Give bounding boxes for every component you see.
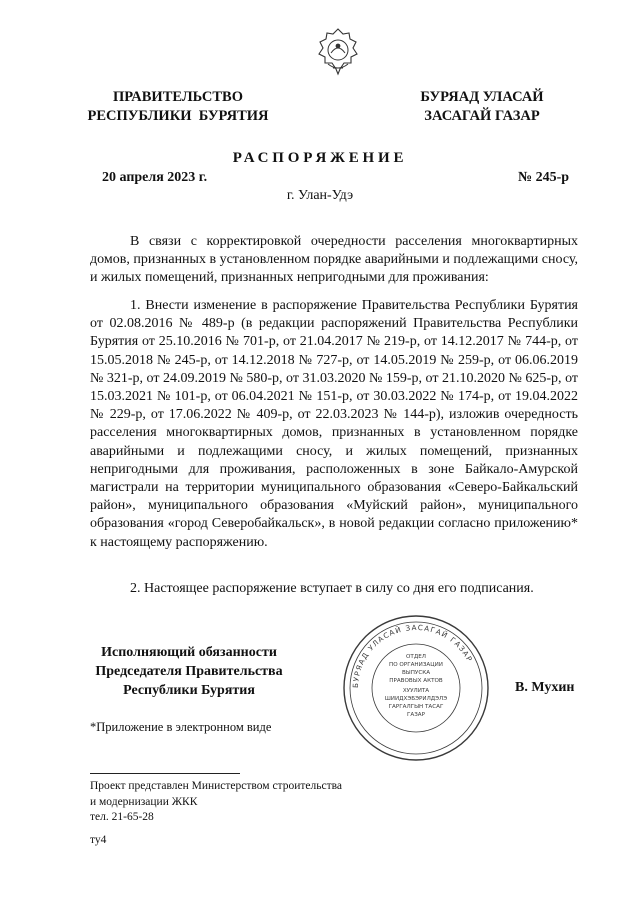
signatory-name: В. Мухин [515, 680, 575, 695]
signatory-line3: Республики Бурятия [123, 683, 255, 698]
header-right-line1: БУРЯАД УЛАСАЙ [420, 89, 544, 105]
official-stamp [340, 612, 492, 764]
stamp-line5: ХУУЛИТА [402, 688, 430, 694]
stamp-line4: ПРАВОВЫХ АКТОВ [389, 678, 443, 684]
stamp-line2: ПО ОРГАНИЗАЦИИ [389, 662, 443, 668]
signatory-line1: Исполняющий обязанности [101, 645, 277, 660]
government-header-russian [78, 88, 278, 126]
item-1-paragraph: 1. Внести изменение в распоряжение Правительства Республики Бурятия от 02.08.2016 № 489-р (в редакции распоряжений Правительства Республики Бурятия от 25.10.2016 № 701-р, от 21.04.2017 № 219-р, от 14.12.2017 № 744-р, от 15.05.2018 № 245-р, от 14.12.2018 № 727-р, от 14.05.2019 № 259-р, от 06.06.2019 № 321-р, от 24.09.2019 № 580-р, от 31.03.2020 № 159-р, от 21.10.2020 № 625-р, от 15.03.2021 № 101-р, от 06.04.2021 № 151-р, от 30.03.2022 № 174-р, от 19.04.2022 № 229-р, от 17.06.2022 № 409-р, от 22.03.2023 № 144-р), изложив очередность расселения многоквартирных домов, признанных в установленном порядке аварийными и подлежащими сносу, и жилых помещений, признанных непригодными для проживания, расположенных в зоне Байкало-Амурской магистрали на территории муниципального образования «Северо-Байкальский район», муниципального образования «Муйский район», муниципального образования «город Северобайкальск», в новой редакции согласно приложению* к настоящему распоряжению. [90, 298, 578, 550]
item-2-paragraph: 2. Настоящее распоряжение вступает в силу со дня его подписания. [130, 581, 534, 596]
stamp-line3: ВЫПУСКА [401, 670, 431, 676]
government-header-buryat [388, 88, 576, 126]
document-city: г. Улан-Удэ [286, 188, 354, 203]
signatory-line2: Председателя Правительства [95, 664, 283, 679]
header-left-line2: РЕСПУБЛИКИ БУРЯТИЯ [87, 108, 269, 124]
footer-line1: Проект представлен Министерством строительства [90, 780, 343, 792]
preamble-paragraph: В связи с корректировкой очередности расселения многоквартирных домов, признанных в установленном порядке аварийными и подлежащими сносу, и жилых помещений, признанных непригодными для проживания: [90, 234, 578, 286]
stamp-line6: ШИИДХЭБЭРИЛДЭЛЭ [384, 696, 448, 702]
footer-code: ту4 [90, 834, 107, 846]
stamp-line7: ГАРГАЛГЫН ТАСАГ [388, 704, 444, 710]
document-number: № 245-р [518, 170, 570, 185]
footer-divider [90, 773, 240, 774]
footer-notes [90, 779, 342, 826]
header-right-line2: ЗАСАГАЙ ГАЗАР [424, 108, 540, 124]
appendix-note: *Приложение в электронном виде [90, 720, 272, 734]
document-date: 20 апреля 2023 г. [102, 170, 208, 185]
header-left-line1: ПРАВИТЕЛЬСТВО [113, 89, 243, 105]
stamp-ring-text: БУРЯАД УЛАСАЙ ЗАСАГАЙ ГАЗАР [350, 622, 475, 689]
footer-line3: тел. 21-65-28 [90, 811, 154, 823]
document-title: РАСПОРЯЖЕНИЕ [232, 150, 408, 166]
coat-of-arms-emblem [314, 26, 362, 78]
footer-line2: и модернизации ЖКК [90, 795, 198, 808]
stamp-line1: ОТДЕЛ [406, 654, 426, 660]
stamp-line8: ГАЗАР [406, 712, 426, 718]
signatory-title [82, 643, 296, 700]
